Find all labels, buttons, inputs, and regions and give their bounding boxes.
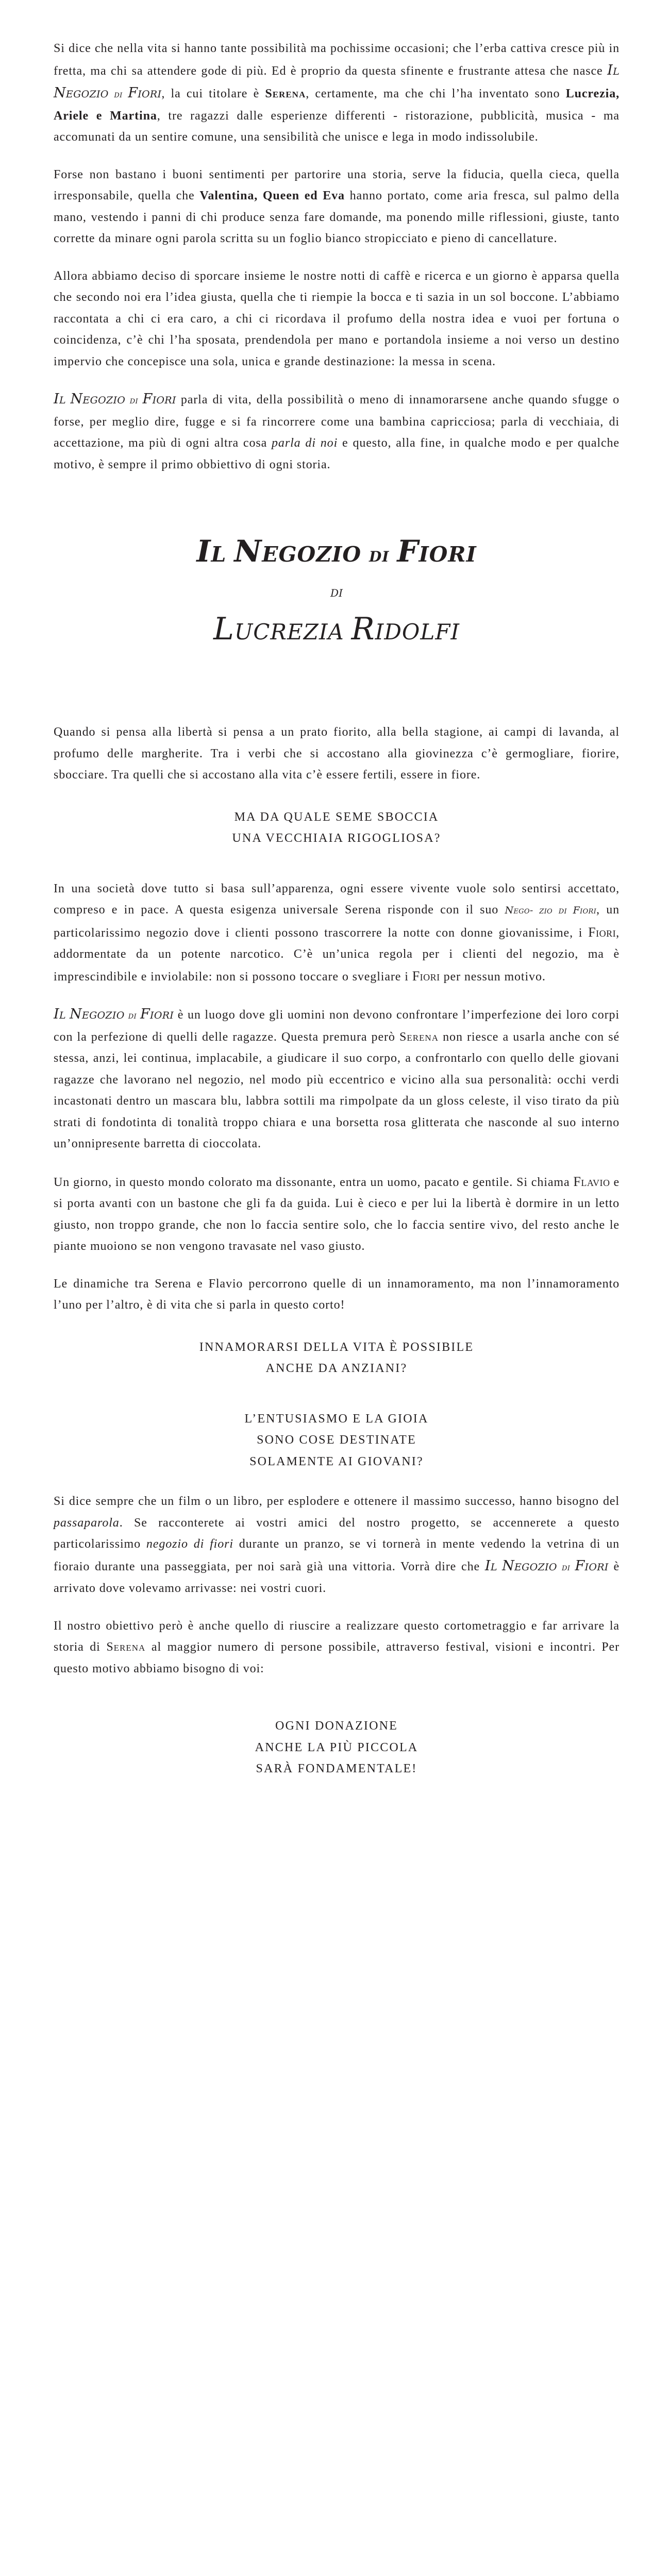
text-run: Il nostro obiettivo però è anche quello di riuscire a realizzare questo cortometraggio e far arrivare la storia di [54,1619,620,1654]
brand-word: Negozio [54,85,109,101]
question-line: MA DA QUALE SEME SBOCCIA [234,810,439,824]
brand-word: Il [607,62,620,78]
italic-phrase: negozio di fiori [146,1537,233,1551]
text-run: Si dice che nella vita si hanno tante possibilità ma pochissime occasioni; che l’erba cattiva cresce più in fretta, ma chi sa attendere gode di più. Ed è proprio da questa sfinente e frustrante attesa che nasce [54,42,620,78]
character-name-flavio: Flavio [573,1174,610,1189]
brand-word: di [114,89,123,100]
question-3 [54,1409,620,1473]
title-word: Il [196,534,227,569]
text-run: , un particolarissimo negozio dove i clienti possono trascorrere la notte con donne giovanissime, i [54,903,620,940]
text-run: al maggior numero di persone possibile, attraverso festival, visioni e incontri. Per questo motivo abbiamo bisogno di voi: [54,1640,620,1675]
text-run: parla di vita, della possibilità o meno di innamorarsene anche quando sfugge o forse, per meglio dire, fugge e si fa rincorrere come una bambina capricciosa; parla di vecchiaia, di accettazione, ma più di ogni altra cosa [54,393,620,450]
text-run: per nessun motivo. [440,970,546,984]
text-run: , tre ragazzi dalle esperienze differenti - ristorazione, pubblicità, musica - ma accomunati da un sentire comune, una sensibilità che unisce e lega in modo indissolubile. [54,109,620,144]
synopsis-paragraph-7 [54,1616,620,1680]
synopsis-paragraph-3 [54,1004,620,1155]
film-author [54,611,620,647]
brand-word: Fiori [575,1557,609,1574]
brand-word: di [562,1561,571,1573]
synopsis-paragraph-4 [54,1171,620,1258]
intro-paragraph-1 [54,38,620,148]
cta-line: OGNI DONAZIONE [275,1719,398,1733]
producers-names: Valentina, Queen ed Eva [199,189,345,202]
synopsis-paragraph-1: Quando si pensa alla libertà si pensa a un prato fiorito, alla bella stagione, ai campi di lavanda, al profumo delle margherite. Tra i verbi che si accostano alla giovinezza c’è germogliare, fiorire, sbocciare. Tra quelli che si accostano alla vita c’è essere fertili, essere in fiore. [54,725,620,782]
title-by: di [330,583,343,600]
text-run: durante un pranzo, se vi tornerà in mente vedendo la vetrina di un fioraio durante una passeggiata, per noi sarà già una vittoria. Vorrà dire che [54,1537,620,1573]
character-name-serena: Serena [106,1640,146,1654]
text-run: e questo, alla fine, in qualche modo e per qualche motivo, è sempre il primo obbiettivo di ogni storia. [54,436,620,471]
italic-phrase: passaparola [54,1516,120,1530]
cta-line: ANCHE LA PIÙ PICCOLA [255,1740,419,1754]
brand-word: Il [54,391,66,407]
question-line: SONO COSE DESTINATE [257,1433,416,1447]
text-run: è arrivato dove volevamo arrivasse: nei vostri cuori. [54,1560,620,1595]
intro-paragraph-3: Allora abbiamo deciso di sporcare insieme le nostre notti di caffè e ricerca e un giorno è apparsa quella che secondo noi era l’idea giusta, quella che ti riempie la bocca e ti sazia in un sol boccone. L’abbiamo raccontata a chi ci era caro, a chi ci ricordava il profumo della nostra idea e vuoi per fortuna o coincidenza, c’è chi l’ha sposata, prendendola per mano e portandola insieme a noi verso un destino impervio che concepisce una sola, unica e grande destinazione: la messa in scena. [54,269,620,368]
text-run: non riesce a usarla anche con sé stessa, anzi, lei continua, implacabile, a giudicare il suo corpo, a confrontarlo con quello delle giovani ragazze che lavorano nel negozio, nel modo più eccentrico e vicino alla sua personalità: occhi verdi incastonati dentro un mascara blu, labbra sottili ma rimpolpate da un gloss celeste, il viso tirato da più strati di fondotinta di tonalità troppo chiara e una borsetta rosa glitterata che nasconde al suo interno un’onnipresente barretta di cioccolata. [54,1030,620,1150]
text-run: , certamente, ma che chi l’ha inventato sono [306,87,566,100]
intro-paragraph-4 [54,388,620,476]
brand-word: Negozio [70,391,126,407]
brand-fragment: Nego- [505,905,533,916]
text-run: e si porta avanti con un bastone che gli fa da guida. Lui è cieco e per lui la libertà è dormire in un letto giusto, non troppo grande, che non lo faccia sentire solo, che lo faccia sentire vivo, del resto anche le piante muoiono se non vengono travasate nel vaso giusto. [54,1175,620,1253]
brand-word: Il [54,1006,66,1022]
intro-paragraph-2 [54,164,620,250]
fiori-word: Fiori [588,924,616,940]
text-run: Si dice sempre che un film o un libro, per esplodere e ottenere il massimo successo, hanno bisogno del [54,1495,620,1508]
film-title [54,534,620,569]
brand-name-split [505,905,596,916]
author-word: Lucrezia [213,611,344,647]
italic-phrase: parla di noi [272,436,338,450]
title-block [54,536,620,645]
question-2 [54,1337,620,1380]
text-run: è un luogo dove gli uomini non devono confrontare l’imperfezione dei loro corpi con la perfezione di quelli delle ragazze. Questa premura però [54,1008,620,1044]
call-to-action [54,1716,620,1780]
synopsis-paragraph-6 [54,1491,620,1600]
text-run: , addormentate da un potente narcotico. C’è un’unica regola per i clienti del negozio, ma è imprescindibile e inviolabile: non si possono toccare o svegliare i [54,926,620,984]
question-line: INNAMORARSI DELLA VITA È POSSIBILE [199,1340,474,1354]
question-1 [54,807,620,850]
brand-word: Negozio [69,1006,125,1022]
text-run: Forse non bastano i buoni sentimenti per partorire una storia, serve la fiducia, quella cieca, quella irresponsabile, quella che [54,167,620,202]
title-word: di [369,543,390,567]
brand-word: Fiori [140,1006,174,1022]
text-run: . Se racconterete ai vostri amici del nostro progetto, se accennerete a questo particolarissimo [54,1516,620,1551]
character-name-serena: Serena [399,1030,439,1044]
character-name-serena: Serena [265,87,306,100]
question-line: UNA VECCHIAIA RIGOGLIOSA? [232,832,441,845]
brand-word: Fiori [128,85,162,101]
author-word: Ridolfi [351,611,460,647]
text-run: , la cui titolare è [161,87,265,100]
brand-name [54,391,176,407]
fiori-word: Fiori [412,968,440,984]
question-line: ANCHE DA ANZIANI? [265,1362,408,1375]
title-word: Negozio [234,534,362,569]
title-word: Fiori [397,534,477,569]
brand-word: Fiori [142,391,176,407]
brand-word: di [128,1010,137,1021]
text-run: In una società dove tutto si basa sull’apparenza, ogni essere vivente vuole solo sentirsi accettato, compreso e in pace. A questa esigenza universale Serena risponde con il suo [54,882,620,917]
brand-word: di [129,395,138,406]
text-run: Un giorno, in questo mondo colorato ma dissonante, entra un uomo, pacato e gentile. Si chiama [54,1175,574,1189]
brand-name [484,1557,609,1574]
brand-fragment: zio di Fiori [539,905,597,916]
question-line: L’ENTUSIASMO E LA GIOIA [244,1412,429,1426]
synopsis-paragraph-5: Le dinamiche tra Serena e Flavio percorrono quelle di un innamoramento, ma non l’innamoramento l’uno per l’altro, è di vita che si parla in questo corto! [54,1277,620,1312]
brand-word: Negozio [502,1557,557,1574]
brand-name [54,1006,174,1022]
synopsis-paragraph-2 [54,878,620,988]
cta-line: SARÀ FONDAMENTALE! [256,1762,417,1775]
question-line: SOLAMENTE AI GIOVANI? [249,1454,424,1468]
founders-names: Lucrezia, Ariele e Martina [54,87,620,123]
brand-word: Il [484,1557,497,1574]
text-run: hanno portato, come aria fresca, sul palmo della mano, vestendo i panni di chi produce senza fare domande, ma ponendo mille riflessioni, giuste, tanto corrette da minare ogni parola scritta su un foglio bianco stropicciato e pieno di cancellature. [54,189,620,245]
